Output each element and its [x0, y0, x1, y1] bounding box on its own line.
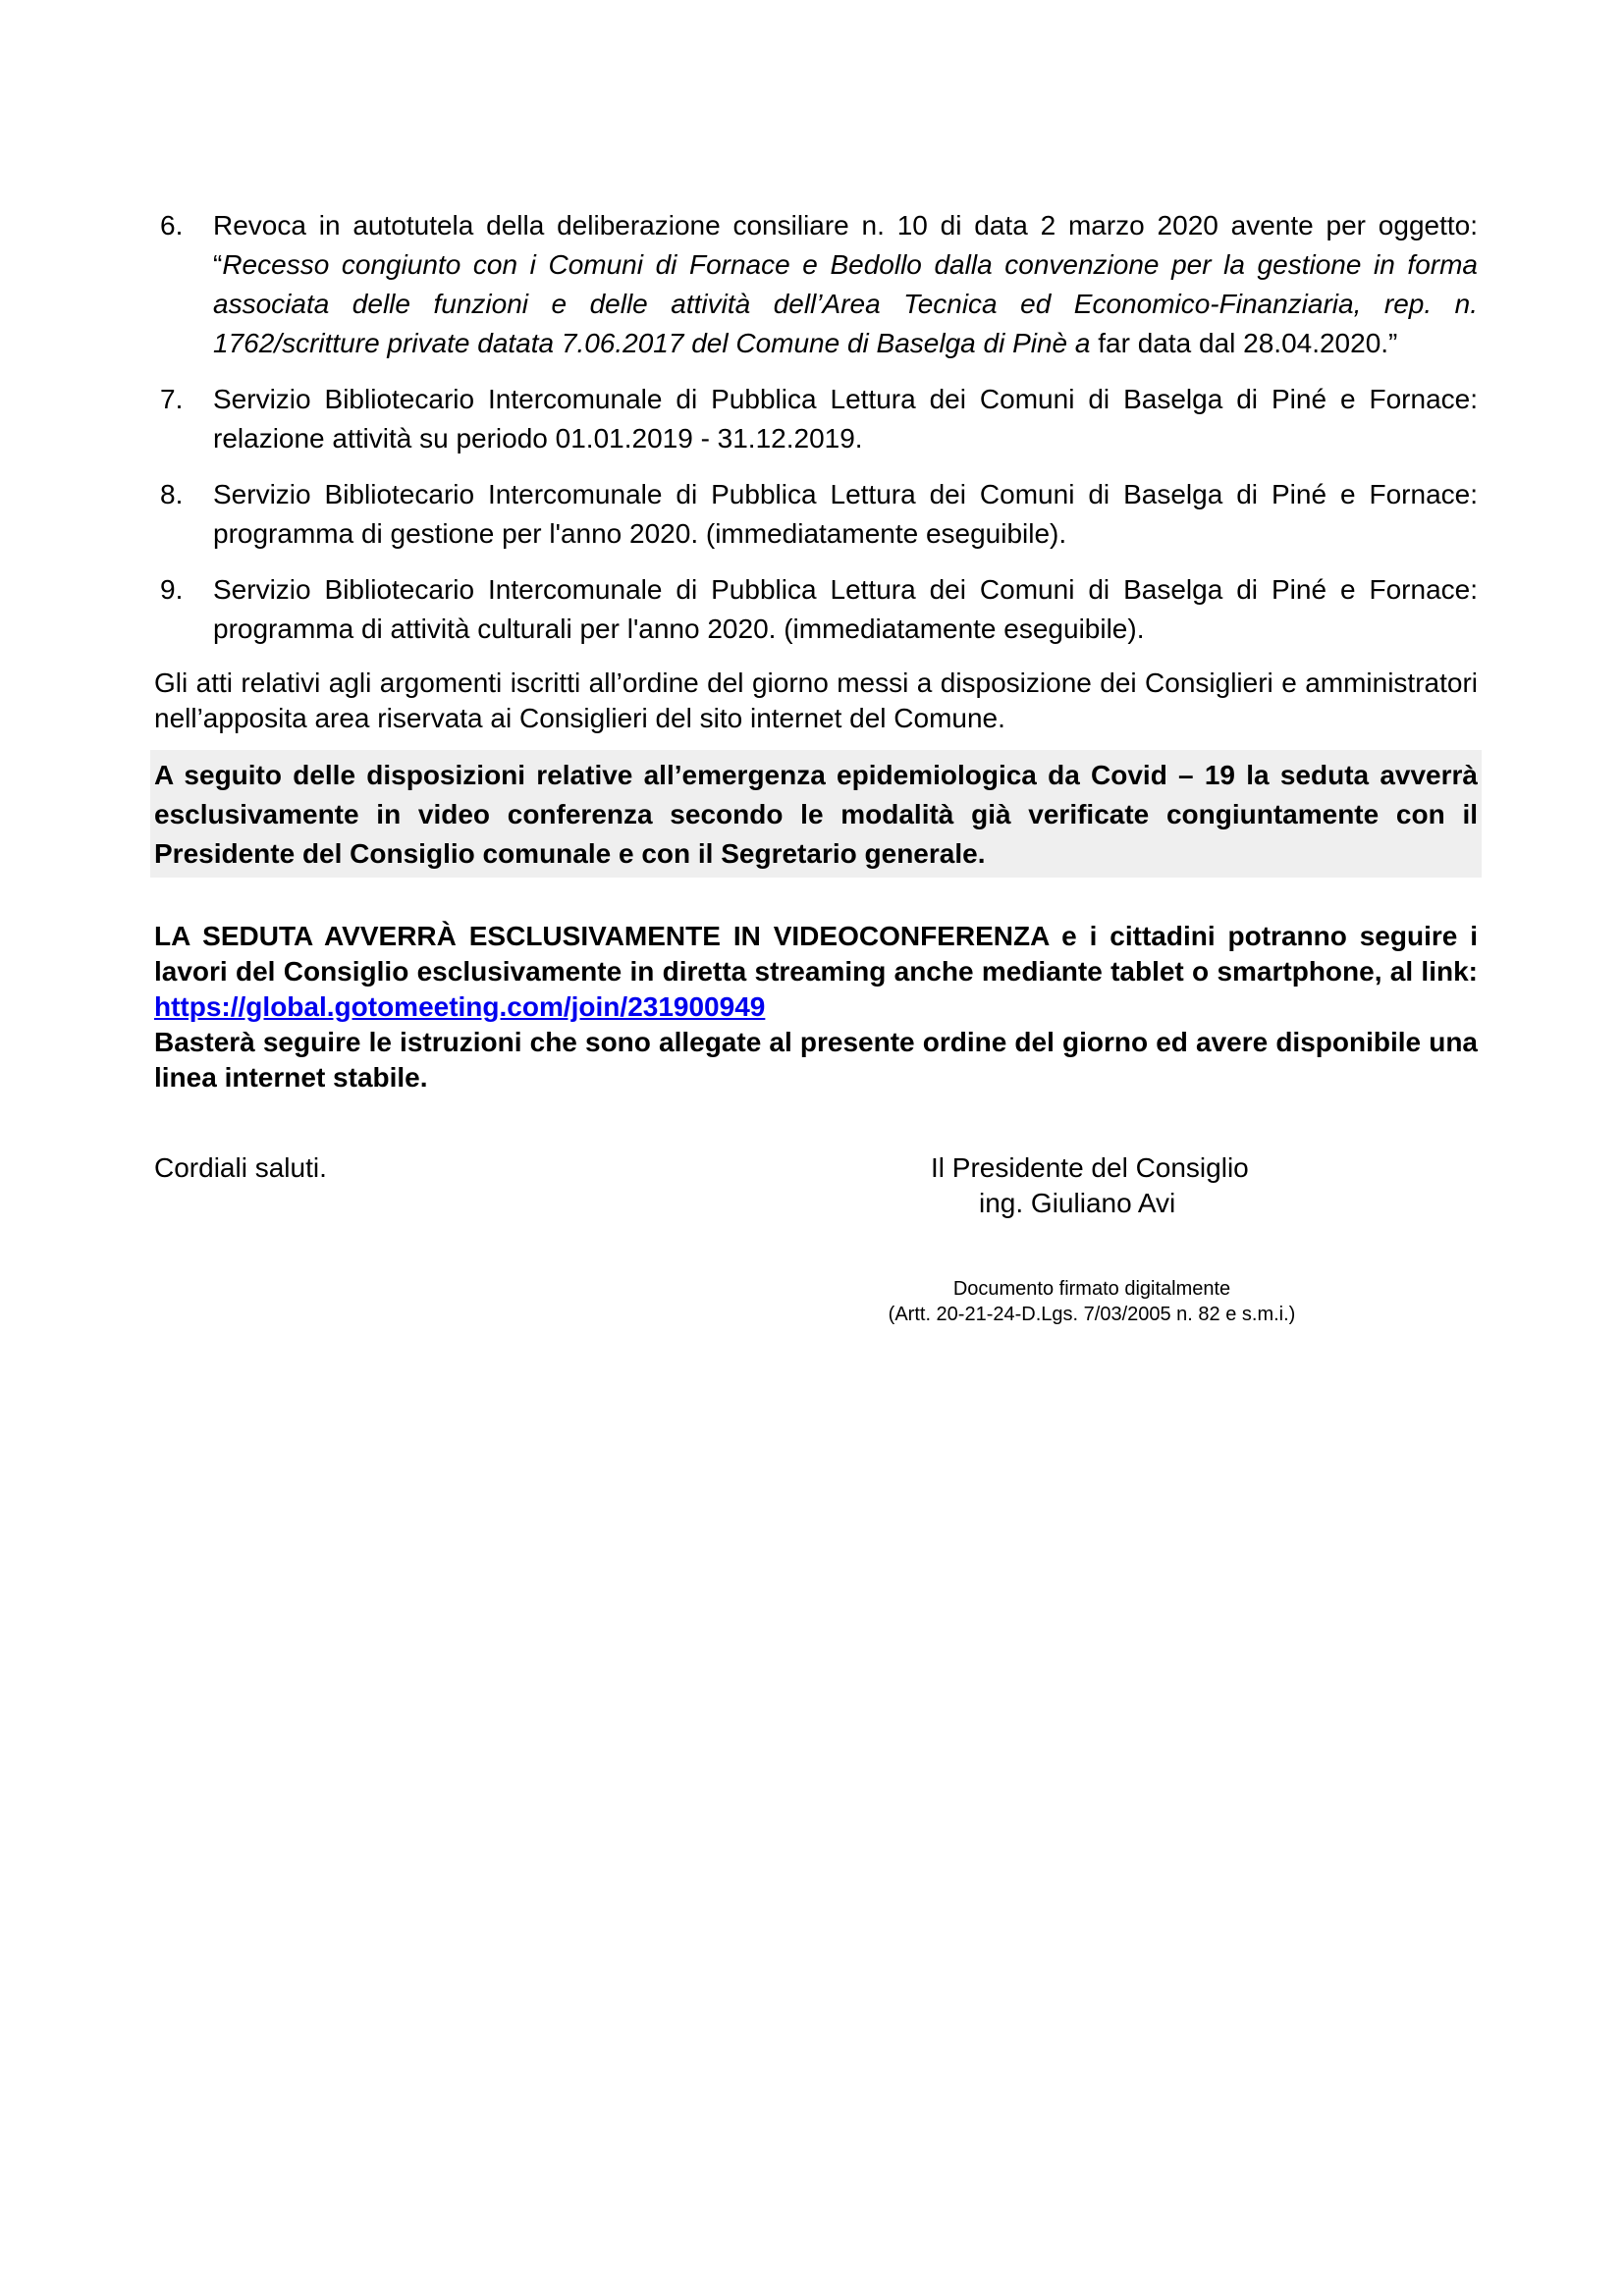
- streaming-link[interactable]: https://global.gotomeeting.com/join/231900949: [154, 991, 766, 1022]
- agenda-item-number: 7.: [160, 384, 184, 414]
- agenda-item-number: 9.: [160, 574, 184, 605]
- documents-note: Gli atti relativi agli argomenti iscritti all’ordine del giorno messi a disposizione dei Consiglieri e amministratori nell’apposita area riservata ai Consiglieri del sito internet del Comune.: [154, 667, 1478, 733]
- signature-line-2: (Artt. 20-21-24-D.Lgs. 7/03/2005 n. 82 e s.m.i.): [888, 1304, 1296, 1325]
- agenda-item-6: [154, 206, 1478, 363]
- agenda-item-number: 8.: [160, 479, 184, 509]
- document-page: [154, 206, 1478, 1337]
- agenda-item-7: [154, 380, 1478, 458]
- signature-line-1: Documento firmato digitalmente: [952, 1278, 1231, 1300]
- agenda-item-text: Servizio Bibliotecario Intercomunale di Pubblica Lettura dei Comuni di Baselga di Piné e Fornace: relazione attività su periodo 01.01.2019 - 31.12.2019.: [213, 384, 1478, 454]
- agenda-item-text-suffix: far data dal 28.04.2020.”: [1090, 328, 1398, 358]
- closing-section: [154, 1150, 1478, 1337]
- agenda-item-text: Servizio Bibliotecario Intercomunale di Pubblica Lettura dei Comuni di Baselga di Piné e Fornace: programma di gestione per l'anno 2020. (immediatamente eseguibile).: [213, 479, 1478, 549]
- streaming-notice: [154, 919, 1478, 1025]
- agenda-item-text-italic: Recesso congiunto con i Comuni di Fornace e Bedollo dalla convenzione per la gestione in forma associata delle funzioni e delle attività dell’Area Tecnica ed Economico-Finanziaria, rep. n. 1762/scritture private datata 7.06.2017 del Comune di Baselga di Pinè a: [213, 249, 1478, 358]
- agenda-item-text: Servizio Bibliotecario Intercomunale di Pubblica Lettura dei Comuni di Baselga di Piné e Fornace: programma di attività culturali per l'anno 2020. (immediatamente eseguibile).: [213, 574, 1478, 644]
- agenda-item-text: [213, 206, 1478, 363]
- agenda-item-8: [154, 475, 1478, 554]
- streaming-instructions: Basterà seguire le istruzioni che sono allegate al presente ordine del giorno ed avere disponibile una linea internet stabile.: [154, 1027, 1478, 1093]
- agenda-item-text-prefix: Revoca in autotutela della deliberazione consiliare n. 10 di data 2 marzo 2020 avente per oggetto: “: [213, 210, 1478, 280]
- streaming-text: LA SEDUTA AVVERRÀ ESCLUSIVAMENTE IN VIDEOCONFERENZA e i cittadini potranno seguire i lavori del Consiglio esclusivamente in diretta streaming anche mediante tablet o smartphone, al link:: [154, 921, 1478, 987]
- greeting: Cordiali saluti.: [154, 1152, 327, 1183]
- covid-notice: A seguito delle disposizioni relative all’emergenza epidemiologica da Covid – 19 la seduta avverrà esclusivamente in video conferenza secondo le modalità già verificate congiuntamente con il Presidente del Consiglio comunale e con il Segretario generale.: [150, 750, 1482, 878]
- digital-signature-note: [866, 1276, 1318, 1327]
- president-title: Il Presidente del Consiglio: [931, 1152, 1249, 1183]
- president-name: ing. Giuliano Avi: [979, 1188, 1176, 1218]
- agenda-item-number: 6.: [160, 210, 184, 240]
- agenda-item-9: [154, 570, 1478, 649]
